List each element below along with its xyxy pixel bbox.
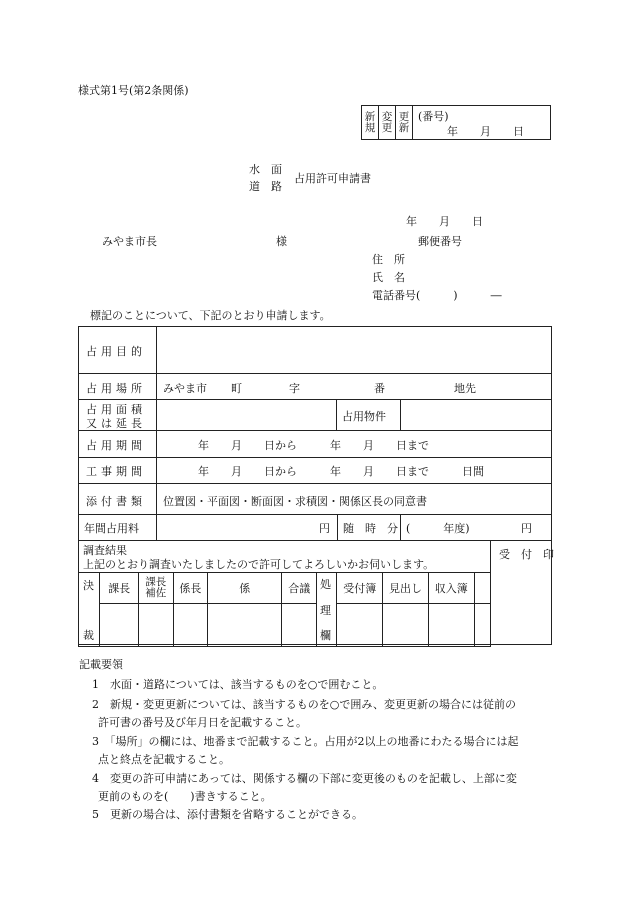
col-reception-book: 受付簿 [337,573,383,604]
col-group-chief: 係長 [173,573,208,604]
addressee: みやま市長 [102,235,157,248]
stamp-blank[interactable] [474,604,490,647]
annual-fee-yen: 円 [319,522,330,535]
col-section-chief: 課長 [100,573,139,604]
location-town: 町 [231,382,242,395]
stamp-section-chief[interactable] [100,604,139,647]
note-1: 1 水面・道路については、該当するものを○で囲むこと。 [92,678,384,691]
fiscal-year: ( 年度) [406,522,470,535]
ad-hoc-yen: 円 [521,522,532,535]
page-title: 占用許可申請書 [294,172,371,185]
receipt-stamp-label: 受 付 印 [499,548,554,561]
note-4-cont: 更前のものを( )書きすること。 [98,790,272,803]
ad-hoc-label: 随 時 分 [343,522,398,535]
application-date: 年 月 日 [406,215,483,228]
renew-cell[interactable]: 更新 [396,106,413,140]
purpose-field[interactable] [159,331,487,369]
number-label: (番号) [418,110,449,123]
period-value[interactable]: 年 月 日から 年 月 日まで [198,439,429,452]
stamp-staff[interactable] [208,604,282,647]
intro-text: 標記のことについて、下記のとおり申請します。 [90,309,331,322]
stamp-group-chief[interactable] [173,604,208,647]
survey-text: 上記のとおり調査いたしましたので許可してよろしいかお伺いします。 [83,558,435,571]
new-cell[interactable]: 新規 [362,106,379,140]
title-road: 道 路 [249,180,282,193]
location-aza: 字 [289,382,300,395]
main-form [78,326,552,645]
proc-1: 処 [320,578,331,591]
processing-cell [317,573,337,647]
change-cell[interactable]: 変更 [379,106,396,140]
phone-label: 電話番号( ) ― [372,289,502,302]
note-4: 4 変更の許可申請にあっては、関係する欄の下部に変更後のものを記載し、上部に変 [92,772,517,785]
col-consult: 合議 [282,573,317,604]
proc-3: 欄 [320,629,331,642]
decision-2: 裁 [83,629,94,642]
attach-label: 添付書類 [86,495,146,508]
survey-title: 調査結果 [83,544,127,557]
col-heading: 見出し [383,573,429,604]
attach-value: 位置図・平面図・断面図・求積図・関係区長の同意書 [163,495,427,508]
note-5: 5 更新の場合は、添付書類を省略することができる。 [92,808,363,821]
honorific: 様 [276,235,287,248]
location-chisaki: 地先 [454,382,476,395]
postal-code-label: 郵便番号 [418,235,462,248]
decision-cell [79,573,100,647]
location-label: 占用場所 [86,382,146,395]
col-staff: 係 [208,573,282,604]
area-label-2: 又は延長 [86,417,146,430]
previous-permit-number-cell[interactable] [413,106,551,140]
works-label: 工事期間 [86,465,146,478]
proc-2: 理 [320,604,331,617]
stamp-reception-book[interactable] [337,604,383,647]
note-3: 3 「場所」の欄には、地番まで記載すること。占用が2以上の地番にわたる場合には起 [92,735,519,748]
works-value[interactable]: 年 月 日から 年 月 日まで 日間 [198,465,484,478]
stamp-deputy[interactable] [139,604,174,647]
object-label: 占用物件 [342,410,386,423]
stamp-heading[interactable] [383,604,429,647]
note-3-cont: 点と終点を記載すること。 [98,753,230,766]
stamp-revenue-book[interactable] [428,604,474,647]
stamp-consult[interactable] [282,604,317,647]
approval-grid [78,572,491,647]
area-label-1: 占用面積 [86,403,146,416]
col-blank [474,573,490,604]
location-city: みやま市 [163,382,207,395]
col-deputy: 課長 補佐 [139,573,174,604]
title-water: 水 面 [249,163,282,176]
object-field[interactable] [404,402,548,428]
name-label: 氏 名 [372,271,405,284]
decision-1: 決 [83,579,94,592]
area-field[interactable] [159,402,333,428]
note-2-cont: 許可書の番号及び年月日を記載すること。 [98,716,307,729]
note-2: 2 新規・変更更新については、該当するものを○で囲み、変更更新の場合には従前の [92,698,517,711]
address-label: 住 所 [372,253,405,266]
period-label: 占用期間 [86,439,146,452]
annual-fee-label: 年間占用料 [84,522,139,535]
notes-title: 記載要領 [79,658,123,671]
purpose-label: 占用目的 [86,345,146,358]
status-box [361,105,551,140]
col-revenue-book: 収入簿 [428,573,474,604]
permit-date: 年 月 日 [447,125,524,138]
form-number: 様式第1号(第2条関係) [78,84,189,97]
location-ban: 番 [374,382,385,395]
